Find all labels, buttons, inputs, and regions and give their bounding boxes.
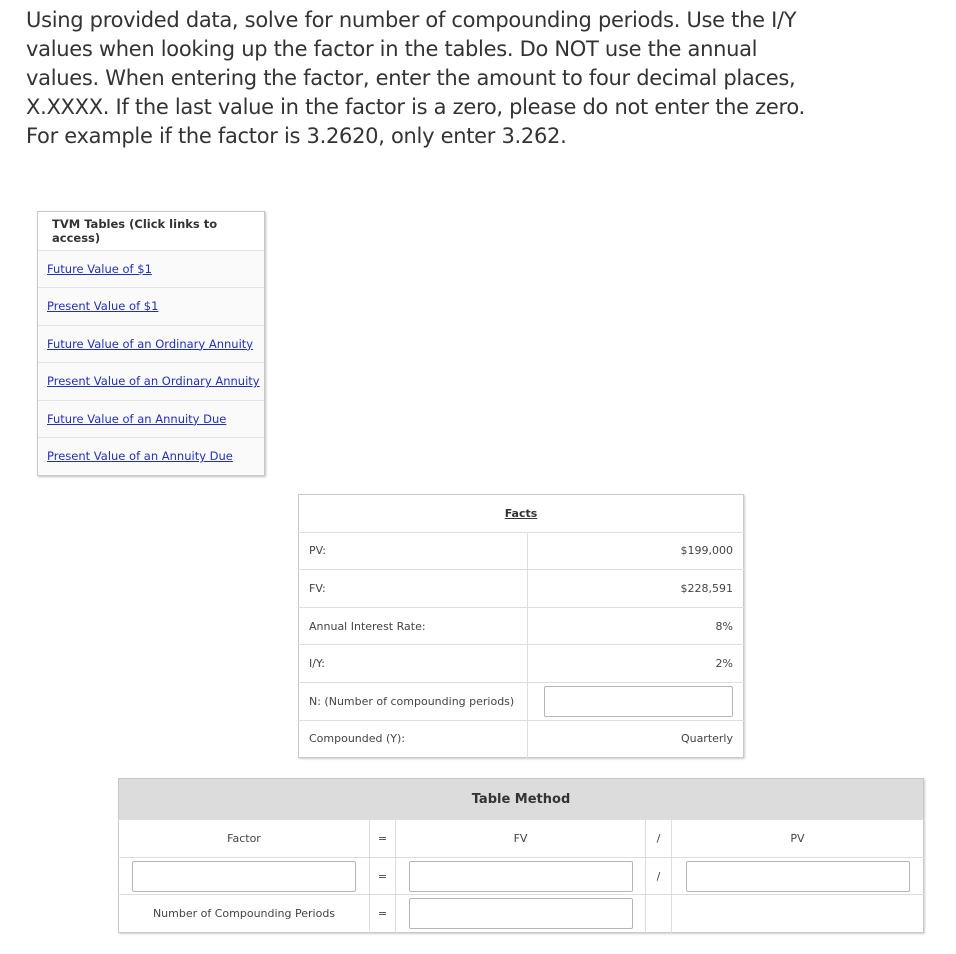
annual-rate-value: 8% <box>528 607 744 645</box>
tvm-tables-title: TVM Tables (Click links to access) <box>52 216 218 245</box>
compounded-value: Quarterly <box>528 720 744 758</box>
compounded-label: Compounded (Y): <box>299 720 528 758</box>
pv-label: PV: <box>299 532 528 570</box>
periods-label: Number of Compounding Periods <box>119 895 370 933</box>
link-present-value-of-1[interactable]: Present Value of $1 <box>47 299 159 314</box>
pv-input[interactable] <box>686 861 910 892</box>
link-present-value-ordinary-annuity[interactable]: Present Value of an Ordinary Annuity <box>47 374 260 389</box>
equals-sign: = <box>370 895 396 933</box>
link-future-value-of-1[interactable]: Future Value of $1 <box>47 261 152 276</box>
table-method <box>118 778 924 933</box>
fv-label: FV: <box>299 570 528 608</box>
pv-value: $199,000 <box>528 532 744 570</box>
divide-sign: / <box>646 857 672 895</box>
n-label: N: (Number of compounding periods) <box>299 682 528 720</box>
pv-column-label: PV <box>672 820 924 858</box>
annual-rate-label: Annual Interest Rate: <box>299 607 528 645</box>
link-present-value-annuity-due[interactable]: Present Value of an Annuity Due <box>47 449 233 464</box>
facts-table <box>298 494 744 758</box>
link-future-value-ordinary-annuity[interactable]: Future Value of an Ordinary Annuity <box>47 336 254 351</box>
fv-value: $228,591 <box>528 570 744 608</box>
fv-column-label: FV <box>396 820 646 858</box>
table-method-title: Table Method <box>119 779 924 820</box>
facts-title: Facts <box>504 506 538 520</box>
periods-input[interactable] <box>409 898 633 929</box>
fv-input[interactable] <box>409 861 633 892</box>
equals-sign: = <box>370 857 396 895</box>
equals-sign: = <box>370 820 396 858</box>
factor-label: Factor <box>119 820 370 858</box>
factor-input[interactable] <box>132 861 356 892</box>
n-input[interactable] <box>544 686 733 717</box>
link-future-value-annuity-due[interactable]: Future Value of an Annuity Due <box>47 411 227 426</box>
instructions-text: Using provided data, solve for number of compounding periods. Use the I/Y values when looking up the factor in the tables. Do NOT use the annual values. When entering the factor, enter the amount to four decimal places, X.XXXX. If the last value in the factor is a zero, please do not enter the zero. For example if the factor is 3.2620, only enter 3.262. <box>26 8 805 148</box>
divide-sign: / <box>646 820 672 858</box>
tvm-tables-panel <box>37 211 265 476</box>
iy-label: I/Y: <box>299 645 528 683</box>
iy-value: 2% <box>528 645 744 683</box>
